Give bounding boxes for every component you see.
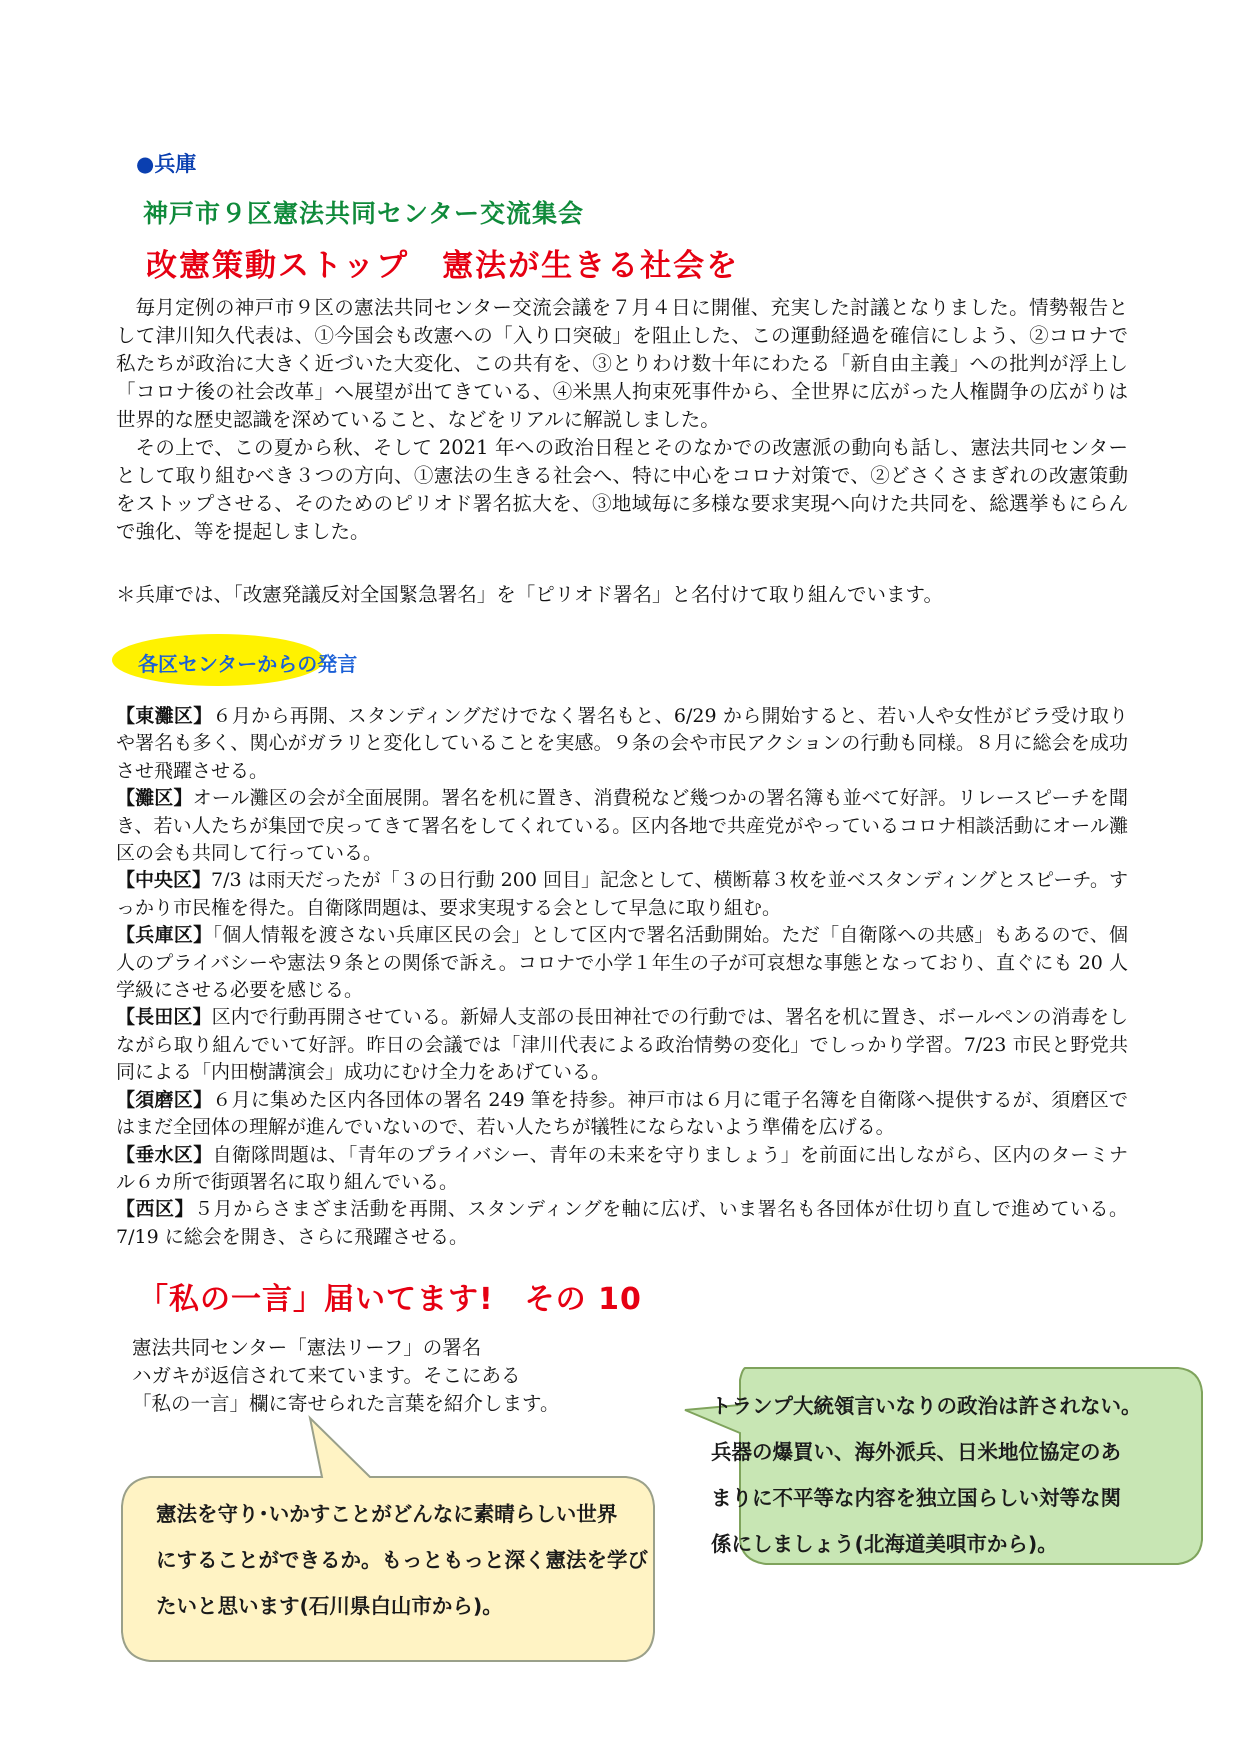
intro-line: ハガキが返信されて来ています。そこにある <box>132 1364 521 1387</box>
bubble-left-text <box>156 1491 646 1629</box>
article-headline: 改憲策動ストップ 憲法が生きる社会を <box>146 248 740 284</box>
report-text: ５月からさまざま活動を再開、スタンディングを軸に広げ、いま署名も各団体が仕切り直しで進めている。7/19 に総会を開き、さらに飛躍させる。 <box>116 1198 1128 1248</box>
ward-tag: 【東灘区】 <box>116 705 213 727</box>
report-text: オール灘区の会が全面展開。署名を机に置き、消費税など幾つかの署名簿も並べて好評。リレースピーチを聞き、若い人たちが集団で戻ってきて署名をしてくれている。区内各地で共産党がやっているコロナ相談活動にオール灘区の会も共同して行っている。 <box>116 787 1128 865</box>
intro-line: 「私の一言」欄に寄せられた言葉を紹介します。 <box>132 1392 560 1415</box>
series-title: 「私の一言」届いてます! その 10 <box>138 1282 642 1317</box>
bubble-line: トランプ大統領言いなりの政治は許されない。 <box>711 1394 1142 1418</box>
intro-line: 憲法共同センター「憲法リーフ」の署名 <box>132 1336 482 1359</box>
paragraph: その上で、この夏から秋、そして 2021 年への政治日程とそのなかでの改憲派の動向も話し、憲法共同センターとして取り組むべき３つの方向、①憲法の生きる社会へ、特に中心をコロナ対策で、②どさくさまぎれの改憲策動をストップさせる、そのためのピリオド署名拡大を、③地域毎に多様な要求実現へ向けた共同を、総選挙もにらんで強化、等を提起しました。 <box>116 436 1128 543</box>
ward-tag: 【垂水区】 <box>116 1143 213 1166</box>
report-text: 自衛隊問題は、「青年のプライバシー、青年の未来を守りましょう」を前面に出しながら、区内のターミナル６カ所で街頭署名に取り組んでいる。 <box>116 1143 1128 1193</box>
report-text: 「個人情報を渡さない兵庫区民の会」として区内で署名活動開始。ただ「自衛隊への共感」もあるので、個人のプライバシーや憲法９条との関係で訴え。コロナで小学１年生の子が可哀想な事態となっており、直ぐにも 20 人学級にさせる必要を感じる。 <box>116 924 1128 1002</box>
ward-tag: 【灘区】 <box>116 787 193 810</box>
report-text: ６月から再開、スタンディングだけでなく署名もと、6/29 から開始すると、若い人や女性がビラ受け取りや署名も多く、関心がガラリと変化していることを実感。９条の会や市民アクションの行動も同様。８月に総会を成功させ飛躍させる。 <box>116 705 1128 782</box>
bubble-line: まりに不平等な内容を独立国らしい対等な関 <box>711 1486 1121 1510</box>
ward-tag: 【中央区】 <box>116 869 212 892</box>
ward-tag: 【西区】 <box>116 1198 195 1221</box>
bubble-line: 係にしましょう(北海道美唄市から)。 <box>711 1532 1058 1556</box>
bubble-line: 憲法を守り･いかすことがどんなに素晴らしい世界 <box>156 1502 618 1526</box>
region-label: ●兵庫 <box>136 152 197 176</box>
report-text: 7/3 は雨天だったが「３の日行動 200 回目」記念として、横断幕３枚を並べスタンディングとスピーチ。すっかり市民権を得た。自衛隊問題は、要求実現する会として早急に取り組む。 <box>116 869 1128 919</box>
report-text: 区内で行動再開させている。新婦人支部の長田神社での行動では、署名を机に置き、ボールペンの消毒をしながら取り組んでいて好評。昨日の会議では「津川代表による政治情勢の変化」でしっかり学習。7/23 市民と野党共同による「内田樹講演会」成功にむけ全力をあげている。 <box>116 1006 1128 1084</box>
bubble-right-text <box>711 1383 1181 1567</box>
paragraph: 毎月定例の神戸市９区の憲法共同センター交流会議を７月４日に開催、充実した討議となりました。情勢報告として津川知久代表は、①今国会も改憲への「入り口突破」を阻止した、この運動経過を確信にしよう、②コロナで私たちが政治に大きく近づいた大変化、この共有を、③とりわけ数十年にわたる「新自由主義」への批判が浮上し「コロナ後の社会改革」へ展望が出てきている、④米黒人拘束死事件から、全世界に広がった人権闘争の広がりは世界的な歴史認識を深めていること、などをリアルに解説しました。 <box>116 296 1128 431</box>
section-title: 各区センターからの発言 <box>138 652 358 676</box>
report-text: ６月に集めた区内各団体の署名 249 筆を持参。神戸市は６月に電子名簿を自衛隊へ提供するが、須磨区ではまだ全団体の理解が進んでいないので、若い人たちが犠牲にならないよう準備を広げる。 <box>116 1088 1128 1139</box>
article-subtitle: 神戸市９区憲法共同センター交流集会 <box>143 199 585 228</box>
ward-tag: 【須磨区】 <box>116 1088 213 1111</box>
ward-tag: 【長田区】 <box>116 1006 212 1029</box>
footnote: ＊兵庫では、「改憲発議反対全国緊急署名」を「ピリオド署名」と名付けて取り組んでいます。 <box>116 583 943 606</box>
bubble-line: にすることができるか。もっともっと深く憲法を学び <box>156 1548 648 1572</box>
bubble-line: 兵器の爆買い、海外派兵、日米地位協定のあ <box>711 1440 1121 1464</box>
ward-tag: 【兵庫区】 <box>116 924 213 947</box>
bubble-line: たいと思います(石川県白山市から)。 <box>156 1594 503 1618</box>
